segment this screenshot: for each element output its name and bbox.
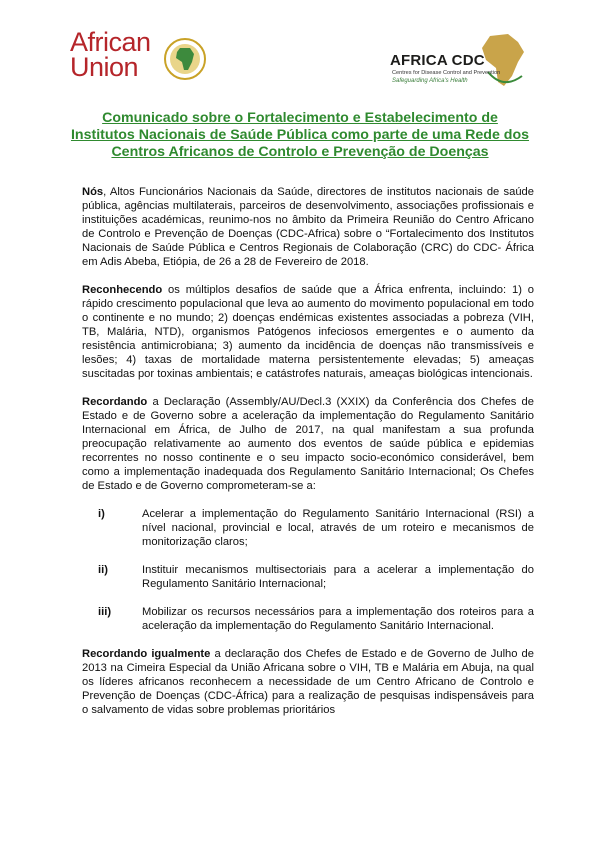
cdc-title: AFRICA CDC — [390, 52, 485, 69]
paragraph-lead: Nós — [82, 186, 104, 198]
african-union-wordmark — [70, 27, 151, 82]
paragraph-text: a Declaração (Assembly/AU/Decl.3 (XXIX) da Conferência dos Chefes de Estado e de Governo sobre a aceleração da implementação do Regulamento Sanitário Internacional em África, de Julho de 2017, na qual manifestam a sua profunda preocupação relativamente ao aumento dos eventos de saúde pública e epidemias recorrentes no nosso continente e o seu impacto socio-económico considerável, bem como a implementação inadequada dos Regulamento Sanitário Internacional; Os Chefes de Estado e de Governo comprometeram-se a: — [82, 396, 534, 492]
paragraph-recordando — [82, 395, 534, 493]
paragraph-lead: Reconhecendo — [82, 284, 163, 296]
paragraph-lead: Recordando — [82, 396, 148, 408]
paragraph-recordando-igualmente — [82, 647, 534, 717]
list-item — [82, 507, 534, 549]
document-body — [82, 185, 534, 731]
commitments-list — [82, 507, 534, 633]
list-item — [82, 605, 534, 633]
paragraph-text: , Altos Funcionários Nacionais da Saúde, directores de institutos nacionais de saúde pública, agências multilaterais, parceiros de desenvolvimento, associações profissionais e instituições académicas, reunimo-nos no âmbito da Primeira Reunião do Centro Africano de Controlo e Prevenção de Doenças (CDC-Africa) sobre o “Fortalecimento dos Institutos Nacionais de Saúde Pública e Centros Regionais de Colaboração (CRC) do CDC- África em Adis Abeba, Etiópia, de 26 a 28 de Fevereiro de 2018. — [82, 186, 534, 268]
cdc-subtitle: Centres for Disease Control and Prevention — [392, 70, 501, 76]
paragraph-text: a declaração dos Chefes de Estado e de Governo de Julho de 2013 na Cimeira Especial da União Africana sobre o VIH, TB e Malária em Abuja, na qual os líderes africanos reconhecem a necessidade de um Centro Africano de Controlo e Prevenção de Doenças (CDC-África) para a realização de pesquisas indispensáveis para o salvamento de vidas sobre problemas prioritários — [82, 648, 535, 716]
list-item — [82, 563, 534, 591]
paragraph-lead: Recordando igualmente — [82, 648, 211, 660]
list-text: Acelerar a implementação do Regulamento Sanitário Internacional (RSI) a nível nacional, provincial e local, através de um roteiro e mecanismos de monitorização claros; — [142, 508, 534, 548]
paragraph-reconhecendo — [82, 283, 534, 381]
au-line1: African — [70, 27, 151, 57]
list-text: Instituir mecanismos multisectoriais para a acelerar a implementação do Regulamento Sanitário Internacional; — [142, 564, 534, 590]
list-number: ii) — [98, 564, 108, 576]
list-number: iii) — [98, 606, 112, 618]
list-text: Mobilizar os recursos necessários para a implementação dos roteiros para a aceleração da implementação do Regulamento Sanitário Internacional. — [142, 606, 534, 632]
list-number: i) — [98, 508, 105, 520]
document-title: Comunicado sobre o Fortalecimento e Estabelecimento de Institutos Nacionais de Saúde Pública como parte de uma Rede dos Centros Africanos de Controlo e Prevenção de Doenças — [70, 110, 530, 160]
paragraph-text: os múltiplos desafios de saúde que a África enfrenta, incluindo: 1) o rápido crescimento populacional que leva ao aumento do movimento populacional em todo o continente e no mundo; 2) doenças endémicas existentes associadas a pobreza (VIH, TB, Malária, NTD), organismos Patógenos infeciosos emergentes e o aumento da resistência antimicrobiana; 3) aumento da incidência de doenças não transmissíveis e lesões; 4) taxas de mortalidade materna persistentemente elevadas; 5) ameaças suscitadas por toxinas ambientais; e catástrofes naturais, ameaças biológicas intencionais. — [82, 284, 534, 380]
au-line2: Union — [70, 52, 139, 82]
african-union-logo — [70, 27, 210, 86]
paragraph-nos — [82, 185, 534, 269]
africa-cdc-logo — [390, 32, 540, 92]
cdc-tagline: Safeguarding Africa's Health — [392, 78, 468, 84]
africa-map-icon — [478, 32, 528, 90]
african-union-emblem-icon — [162, 36, 208, 82]
